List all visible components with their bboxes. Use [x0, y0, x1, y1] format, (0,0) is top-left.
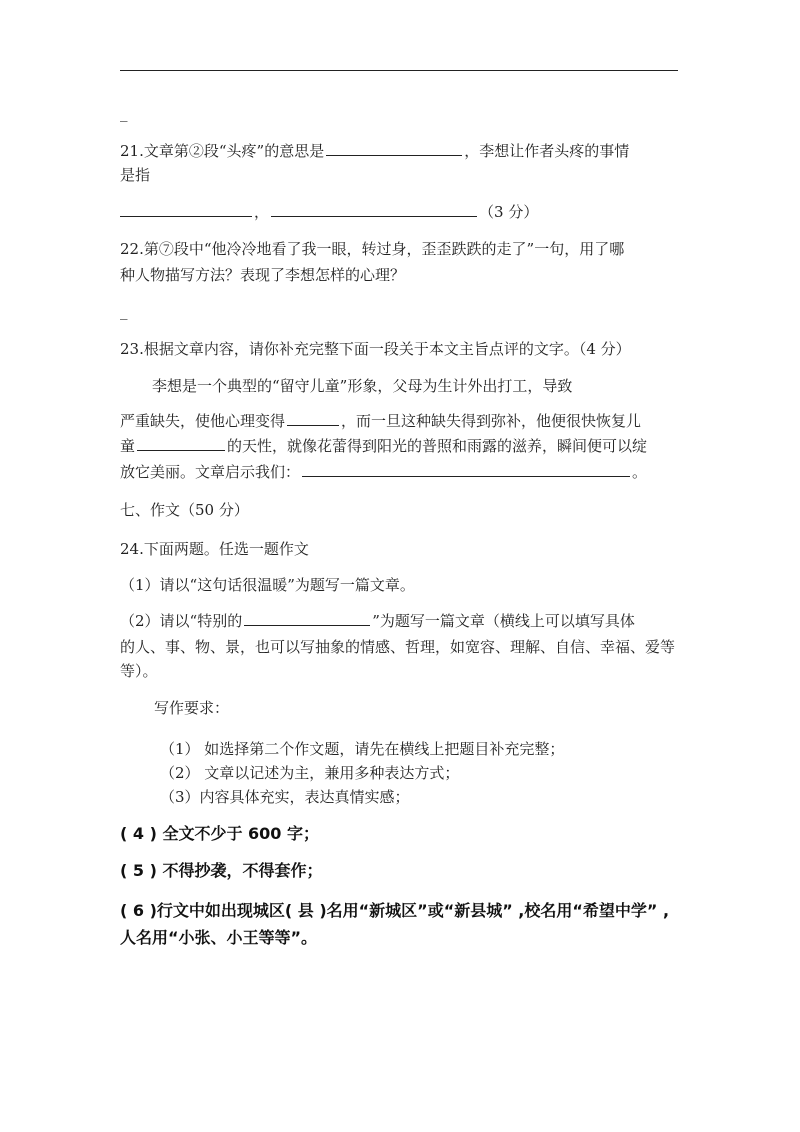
- q22-line1: 22.第⑦段中“他冷冷地看了我一眼，转过身，歪歪跌跌的走了”一句，用了哪: [120, 240, 625, 258]
- requirement-1: （1） 如选择第二个作文题，请先在横线上把题目补充完整；: [160, 740, 565, 758]
- q21-blank-3[interactable]: [271, 215, 477, 217]
- q24-option-2-line3: 等）。: [120, 662, 158, 680]
- q21-comma: ，: [254, 203, 270, 221]
- q24-title: 24.下面两题。任选一题作文: [120, 540, 309, 558]
- requirement-4: ( 4 ) 全文不少于 600 字；: [120, 824, 320, 843]
- requirement-3: （3）内容具体充实，表达真情实感；: [160, 788, 410, 806]
- q23-text-2b: ，而一旦这种缺失得到弥补，他便很快恢复儿: [341, 412, 642, 430]
- requirements-heading: 写作要求：: [154, 699, 230, 717]
- section-7-heading: 七、作文（50 分）: [120, 501, 249, 519]
- requirement-6-line2: 人名用“小张、小王等等”。: [120, 928, 318, 947]
- q23-text-3b: 的天性，就像花蕾得到阳光的普照和雨露的滋养，瞬间便可以绽: [227, 437, 648, 455]
- q23-line1: 23.根据文章内容，请你补充完整下面一段关于本文主旨点评的文字。（4 分）: [120, 340, 631, 358]
- q21-text-b: ，李想让作者头疼的事情: [464, 142, 630, 160]
- q21-blank-2[interactable]: [120, 215, 252, 217]
- q24-option-2-line2: 的人、事、物、景，也可以写抽象的情感、哲理，如宽容、理解、自信、幸福、爱等: [120, 638, 676, 656]
- q21-points: （3 分）: [479, 203, 539, 221]
- q22-line2: 种人物描写方法？表现了李想怎样的心理？: [120, 266, 406, 284]
- q24-title-blank[interactable]: [244, 624, 370, 626]
- q21-line2: 是指: [120, 166, 151, 184]
- q23-text-4a: 放它美丽。文章启示我们：: [120, 463, 301, 481]
- top-mark: _: [120, 104, 128, 122]
- q23-text-3a: 童: [120, 437, 136, 455]
- q23-blank-2[interactable]: [137, 449, 225, 451]
- q23-text-4b: 。: [632, 463, 648, 481]
- requirement-2: （2） 文章以记述为主，兼用多种表达方式；: [160, 764, 460, 782]
- requirement-6-line1: ( 6 )行文中如出现城区( 县 )名用“新城区”或“新县城” ,校名用“希望中学” ,: [120, 901, 670, 920]
- q24-option-1: （1）请以“这句话很温暖”为题写一篇文章。: [120, 576, 415, 594]
- q24-option-2a: （2）请以“特别的: [120, 612, 243, 630]
- q23-blank-1[interactable]: [287, 424, 339, 426]
- q21-blank-1[interactable]: [326, 154, 462, 156]
- q23-blank-3[interactable]: [302, 475, 630, 477]
- q21-text-a: 21.文章第②段“头疼”的意思是: [120, 142, 325, 160]
- q24-option-2b: ”为题写一篇文章（横线上可以填写具体: [372, 612, 635, 630]
- q22-mark: _: [120, 302, 128, 320]
- q23-text-2a: 严重缺失，使他心理变得: [120, 412, 286, 430]
- requirement-5: ( 5 ) 不得抄袭，不得套作；: [120, 861, 323, 880]
- top-answer-line: [120, 70, 678, 71]
- q23-para-1: 李想是一个典型的“留守儿童”形象，父母为生计外出打工，导致: [152, 377, 573, 395]
